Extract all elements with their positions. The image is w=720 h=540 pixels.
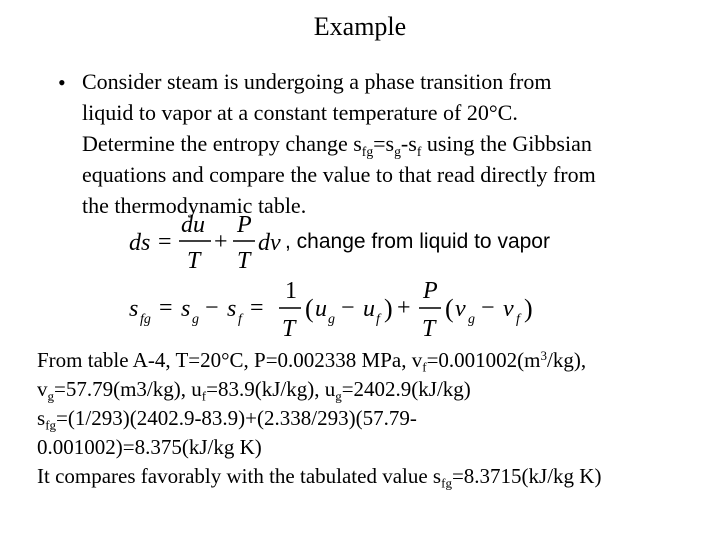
- gibbs-equation: [125, 208, 595, 278]
- subscript-fg: fg: [361, 143, 374, 159]
- formula-p: P: [423, 278, 438, 304]
- formula-sub-g: g: [192, 312, 199, 327]
- paren-close: ): [524, 294, 533, 323]
- paren-open: (: [305, 294, 314, 323]
- formula-minus: −: [205, 295, 219, 321]
- formula-t: T: [237, 248, 251, 274]
- bullet-line-2: liquid to vapor at a constant temperature of 20°C.: [82, 100, 518, 125]
- formula-nu: ν: [455, 296, 466, 322]
- formula-u: u: [363, 296, 375, 322]
- bullet-line-4: equations and compare the value to that read directly from: [82, 162, 596, 187]
- formula-equals: =: [159, 295, 173, 321]
- results-text: It compares favorably with the tabulated value s: [37, 464, 442, 488]
- formula-s: s: [129, 296, 139, 322]
- formula-sub-f: f: [376, 312, 380, 327]
- formula-t: T: [282, 316, 296, 342]
- results-text: s: [37, 406, 46, 430]
- results-text: /kg),: [547, 348, 587, 372]
- formula-equals: =: [250, 295, 264, 321]
- formula-nu: ν: [503, 296, 514, 322]
- results-line-2: [37, 375, 707, 404]
- formula-ds: ds: [129, 230, 151, 256]
- subscript-fg: fg: [45, 417, 57, 433]
- formula-sub-fg: fg: [140, 312, 151, 327]
- formula-p: P: [237, 212, 252, 238]
- formula-minus: −: [481, 295, 495, 321]
- results-text: =83.9(kJ/kg), u: [206, 377, 336, 401]
- subscript-fg: fg: [441, 475, 452, 491]
- bullet-line-1: Consider steam is undergoing a phase transition from: [82, 69, 552, 94]
- bullet-line-3-text: =s: [373, 131, 395, 156]
- results-text: =57.79(m3/kg), u: [54, 377, 202, 401]
- results-line-1: [37, 346, 707, 375]
- bullet-line-5: the thermodynamic table.: [82, 193, 307, 218]
- formula-equals: =: [158, 229, 172, 255]
- subscript-g: g: [47, 388, 55, 404]
- results-text: =8.3715(kJ/kg K): [451, 464, 602, 488]
- entropy-change-equation-svg: [125, 278, 565, 342]
- subscript-f: f: [201, 388, 207, 404]
- formula-s: s: [227, 296, 237, 322]
- formula-du: du: [181, 212, 205, 238]
- formula-t: T: [422, 316, 436, 342]
- formula-caption: , change from liquid to vapor: [285, 230, 550, 253]
- formula-sub-f: f: [238, 312, 242, 327]
- paren-close: ): [384, 294, 393, 323]
- entropy-change-equation: [125, 278, 565, 342]
- formula-sub-f: f: [516, 312, 520, 327]
- results-text: v: [37, 377, 48, 401]
- results-text: =2402.9(kJ/kg): [341, 377, 471, 401]
- bullet-line-3-text: -s: [400, 131, 417, 156]
- formula-plus: +: [214, 229, 228, 255]
- bullet-text: [82, 66, 667, 221]
- subscript-g: g: [394, 143, 401, 159]
- bullet-icon: •: [58, 70, 66, 95]
- bullet-line-3: [82, 128, 667, 159]
- results-line-4: 0.001002)=8.375(kJ/kg K): [37, 435, 262, 459]
- slide-title: Example: [313, 12, 407, 41]
- results-text: =(1/293)(2402.9-83.9)+(2.338/293)(57.79-: [56, 406, 417, 430]
- formula-t: T: [187, 248, 201, 274]
- results-text: =0.001002(m: [426, 348, 541, 372]
- formula-minus: −: [341, 295, 355, 321]
- formula-s: s: [181, 296, 191, 322]
- results-block: [37, 346, 707, 491]
- results-text: From table A-4, T=20°C, P=0.002338 MPa, v: [37, 348, 423, 372]
- subscript-f: f: [422, 359, 427, 375]
- bullet-line-3-text: Determine the entropy change s: [82, 131, 362, 156]
- gibbs-equation-svg: [125, 208, 595, 278]
- subscript-g: g: [335, 388, 342, 404]
- formula-u: u: [315, 296, 327, 322]
- formula-sub-g: g: [468, 312, 475, 327]
- subscript-f: f: [416, 143, 422, 159]
- formula-plus: +: [397, 295, 411, 321]
- paren-open: (: [445, 294, 454, 323]
- formula-dv: dv: [258, 230, 281, 256]
- bullet-line-3-text: using the Gibbsian: [421, 131, 592, 156]
- results-line-3: [37, 404, 707, 433]
- formula-one: 1: [285, 278, 297, 304]
- superscript-3: 3: [540, 347, 547, 363]
- formula-sub-g: g: [328, 312, 335, 327]
- results-line-5: [37, 462, 707, 491]
